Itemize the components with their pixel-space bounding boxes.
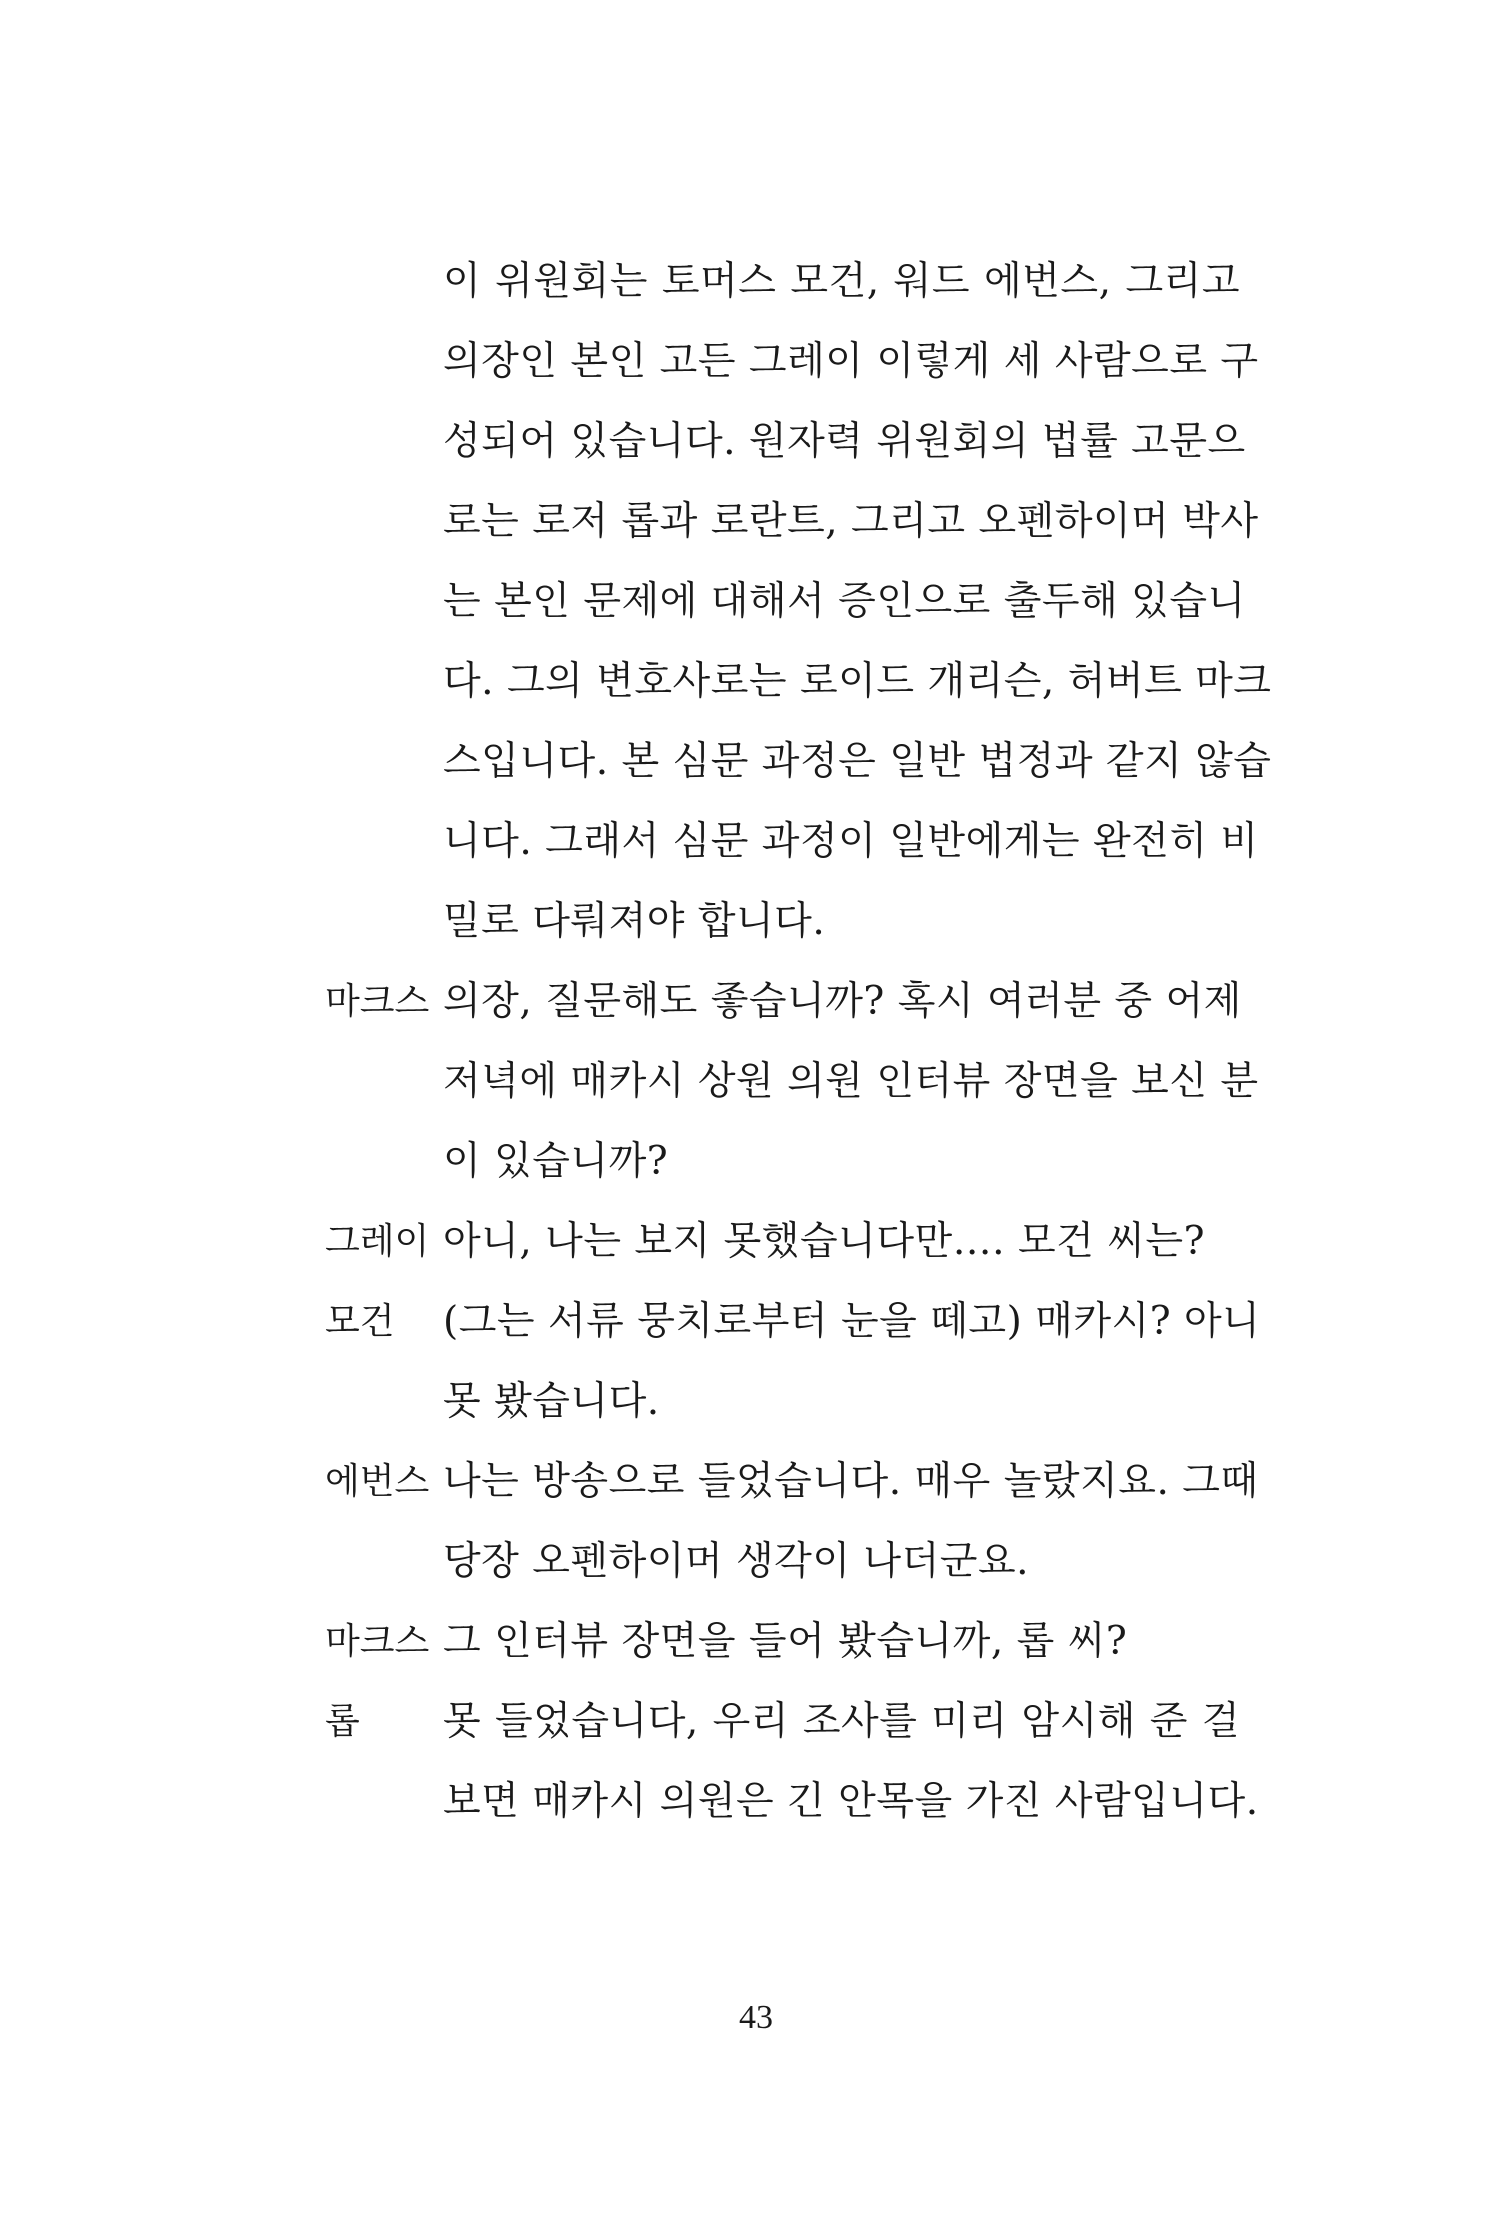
dialogue-line: 보면 매카시 의원은 긴 안목을 가진 사람입니다. [443, 1779, 1259, 1824]
intro-line: 로는 로저 롭과 로란트, 그리고 오펜하이머 박사 [443, 499, 1259, 544]
dialogue-line: 저녁에 매카시 상원 의원 인터뷰 장면을 보신 분 [443, 1059, 1259, 1104]
intro-line: 는 본인 문제에 대해서 증인으로 출두해 있습니 [443, 579, 1246, 624]
intro-line: 니다. 그래서 심문 과정이 일반에게는 완전히 비 [443, 819, 1259, 864]
intro-line: 다. 그의 변호사로는 로이드 개리슨, 허버트 마크 [443, 659, 1272, 704]
speaker-name: 모건 [325, 1301, 395, 1342]
dialogue-line: 당장 오펜하이머 생각이 나더군요. [443, 1539, 1030, 1584]
speaker-name: 마크스 [325, 981, 430, 1022]
dialogue-line: 의장, 질문해도 좋습니까? 혹시 여러분 중 어제 [443, 979, 1242, 1024]
dialogue-line: 아니, 나는 보지 못했습니다만…. 모건 씨는? [443, 1219, 1205, 1264]
intro-line: 스입니다. 본 심문 과정은 일반 법정과 같지 않습 [443, 739, 1272, 784]
dialogue-line: 못 봤습니다. [443, 1379, 660, 1424]
dialogue-line: 못 들었습니다, 우리 조사를 미리 암시해 준 걸 [443, 1699, 1240, 1744]
intro-line: 밀로 다뤄져야 합니다. [443, 899, 826, 944]
intro-line: 이 위원회는 토머스 모건, 워드 에번스, 그리고 [443, 259, 1240, 304]
intro-line: 성되어 있습니다. 원자력 위원회의 법률 고문으 [443, 419, 1246, 464]
speaker-name: 에번스 [325, 1461, 430, 1502]
speaker-name: 롭 [325, 1701, 360, 1742]
page-number: 43 [739, 1999, 773, 2036]
intro-line: 의장인 본인 고든 그레이 이렇게 세 사람으로 구 [443, 339, 1259, 384]
speaker-name: 마크스 [325, 1621, 430, 1662]
speaker-name: 그레이 [325, 1221, 430, 1262]
dialogue-line: 이 있습니까? [443, 1139, 669, 1184]
dialogue-line: 그 인터뷰 장면을 들어 봤습니까, 롭 씨? [443, 1619, 1128, 1664]
dialogue-line: 나는 방송으로 들었습니다. 매우 놀랐지요. 그때 [443, 1459, 1259, 1504]
dialogue-line: (그는 서류 뭉치로부터 눈을 떼고) 매카시? 아니 [443, 1299, 1261, 1344]
